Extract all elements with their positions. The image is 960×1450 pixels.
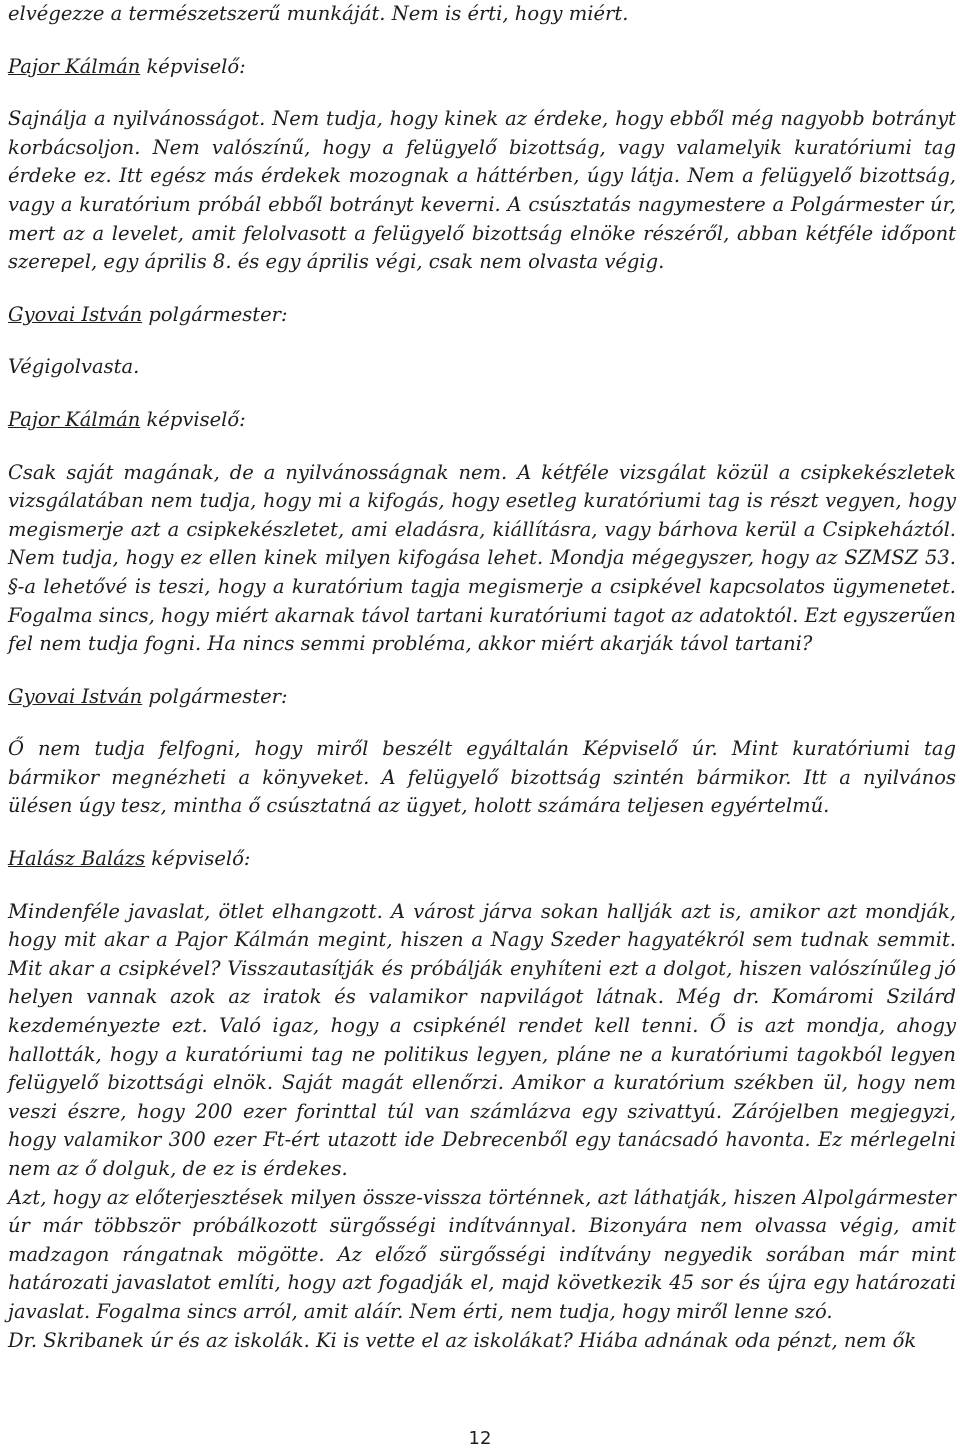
- speaker-role: polgármester:: [142, 684, 288, 708]
- document-body: [8, 0, 956, 1355]
- speaker-name: Gyovai István: [8, 684, 143, 708]
- page-number: 12: [468, 1428, 492, 1449]
- speaker-line: [8, 683, 956, 712]
- speaker-name: Pajor Kálmán: [8, 54, 141, 78]
- speaker-line: [8, 406, 956, 435]
- paragraph: Csak saját magának, de a nyilvánosságnak nem. A kétféle vizsgálat közül a csipkekészletek vizsgálatában nem tudja, hogy mi a kifogás, hogy esetleg kuratóriumi tag is részt vegyen, hogy megismerje azt a csipkekészletet, ami eladásra, kiállításra, vagy bárhova kerül a Csipkeháztól. Nem tudja, hogy ez ellen kinek milyen kifogása lehet. Mondja mégegyszer, hogy az SZMSZ 53. §-a lehetővé is teszi, hogy a kuratórium tagja megismerje a csipkével kapcsolatos ügymenetet. Fogalma sincs, hogy miért akarnak távol tartani kuratóriumi tagot az adatoktól. Ezt egyszerűen fel nem tudja fogni. Ha nincs semmi probléma, akkor miért akarják távol tartani?: [8, 460, 956, 656]
- paragraph: Azt, hogy az előterjesztések milyen össze-vissza történnek, azt láthatják, hiszen Alpolgármester úr már többször próbálkozott sürgősségi indítvánnyal. Bizonyára nem olvassa végig, amit madzagon rángatnak mögötte. Az előző sürgősségi indítvány negyedik sorában már mint határozati javaslatot említi, hogy azt fogadják el, majd következik 45 sor és újra egy határozati javaslat. Fogalma sincs arról, amit aláír. Nem érti, nem tudja, hogy miről lenne szó.: [8, 1185, 956, 1323]
- speaker-role: képviselő:: [140, 407, 246, 431]
- speaker-name: Gyovai István: [8, 302, 143, 326]
- paragraph: Sajnálja a nyilvánosságot. Nem tudja, hogy kinek az érdeke, hogy ebből még nagyobb botrányt korbácsoljon. Nem valószínű, hogy a felügyelő bizottság, vagy valamelyik kuratóriumi tag érdeke ez. Itt egész más érdekek mozognak a háttérben, úgy látja. Nem a felügyelő bizottság, vagy a kuratórium próbál ebből botrányt keverni. A csúsztatás nagymestere a Polgármester úr, mert az a levelet, amit felolvasott a felügyelő bizottság elnöke részéről, abban kétféle időpont szerepel, egy április 8. és egy április végi, csak nem olvasta végig.: [8, 107, 956, 274]
- paragraph: elvégezze a természetszerű munkáját. Nem is érti, hogy miért.: [8, 2, 629, 25]
- speaker-line: [8, 53, 956, 82]
- speaker-role: képviselő:: [145, 847, 251, 871]
- paragraph: Ő nem tudja felfogni, hogy miről beszélt egyáltalán Képviselő úr. Mint kuratóriumi tag bármikor megnézheti a könyveket. A felügyelő bizottság szintén bármikor. Itt a nyilvános ülésen úgy tesz, mintha ő csúsztatná az ügyet, holott számára teljesen egyértelmű.: [8, 737, 956, 818]
- speaker-name: Halász Balázs: [8, 847, 146, 871]
- paragraph: Végigolvasta.: [8, 355, 140, 379]
- paragraph: Mindenféle javaslat, ötlet elhangzott. A várost járva sokan hallják azt is, amikor azt mondják, hogy mit akar a Pajor Kálmán megint, hiszen a Nagy Szeder hagyatékról sem tudnak semmit. Mit akar a csipkével? Visszautasítják és próbálják enyhíteni ezt a dolgot, hiszen valószínűleg jó helyen vannak azok az iratok és valamikor napvilágot látnak. Még dr. Komáromi Szilárd kezdeményezte ezt. Való igaz, hogy a csipkénél rendet kell tenni. Ő is azt mondja, ahogy hallották, hogy a kuratóriumi tag ne politikus legyen, pláne ne a kuratóriumi tagokból legyen felügyelő bizottsági elnök. Saját magát ellenőrzi. Amikor a kuratórium székben ül, hogy nem veszi észre, hogy 200 ezer forinttal túl van számlázva egy szivattyú. Zárójelben megjegyzi, hogy valamikor 300 ezer Ft-ért utazott ide Debrecenből egy tanácsadó havonta. Ez mérlegelni nem az ő dolguk, de ez is érdekes.: [8, 899, 956, 1180]
- speaker-line: [8, 845, 956, 874]
- paragraph: Dr. Skribanek úr és az iskolák. Ki is vette el az iskolákat? Hiába adnának oda pénzt, nem ők: [8, 1328, 917, 1352]
- speaker-role: polgármester:: [142, 302, 288, 326]
- speaker-role: képviselő:: [140, 54, 246, 78]
- speaker-name: Pajor Kálmán: [8, 407, 141, 431]
- speaker-line: [8, 301, 956, 330]
